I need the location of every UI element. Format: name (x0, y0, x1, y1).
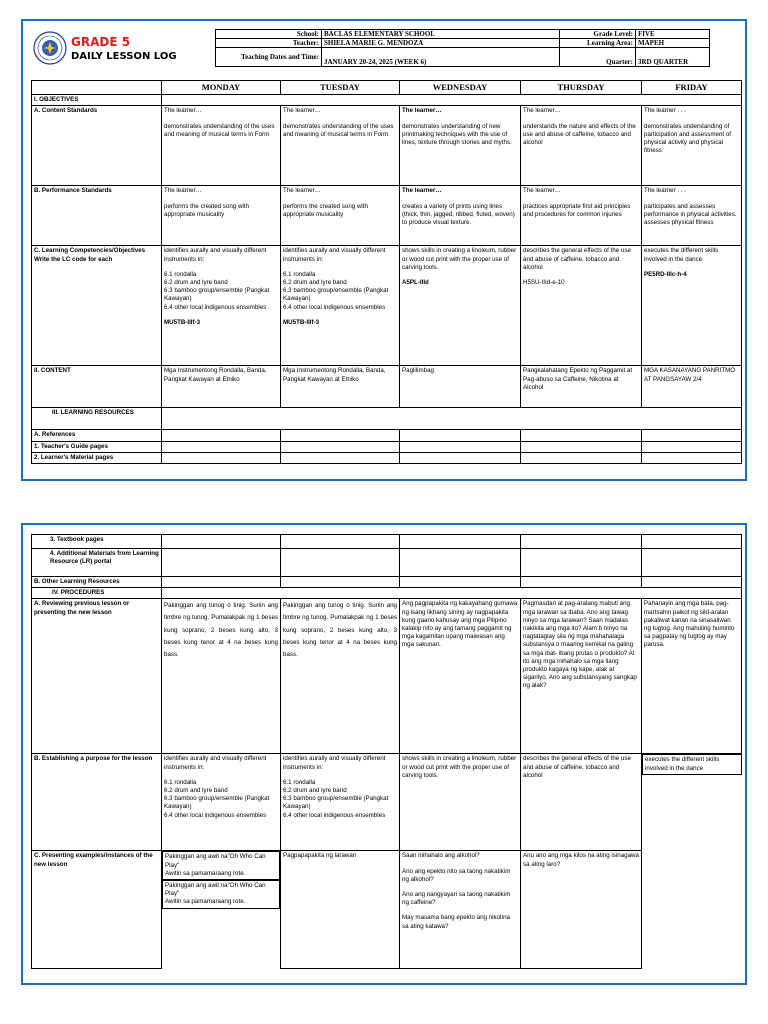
performance-standards-label: B. Performance Standards (32, 186, 162, 246)
review-monday: Pakinggan ang tunog o tinig. Suriin ang timbre ng tunog. Pumalakpak ng 1 beses kung soprano, 2 beses kung alto, 3 beses kung tenor at 4 na beses kung bass. (162, 599, 281, 754)
grade-title: GRADE 5 (71, 35, 131, 49)
content-thursday: Pangkalahatang Epekto ng Paggamit at Pag-abuso sa Caffeine, Nikotina at Alcohol (521, 366, 642, 408)
textbook-pages-label: 3. Textbook pages (32, 535, 162, 549)
quarter-label: Quarter: (560, 48, 636, 67)
competencies-wednesday: shows skills in creating a linoleum, rubber or wood cut print with the proper use of carving tools. A5PL-IIId (400, 246, 521, 366)
content-standards-label: A. Content Standards (32, 106, 162, 186)
content-standards-wednesday: The learner… demonstrates understanding of new printmaking techniques with the use of lines, texture through stories and myths. (400, 106, 521, 186)
other-resources-label: B. Other Learning Resources (32, 577, 162, 588)
content-tuesday: Mga Instrumentong Rondalla, Banda, Pangkat Kawayan at Etniko (281, 366, 400, 408)
log-title: DAILY LESSON LOG (71, 51, 177, 62)
performance-standards-thursday: The learner… practices appropriate first aid principles and procedures for common injuries (521, 186, 642, 246)
purpose-thursday: describes the general effects of the use and abuse of caffeine, tobacco and alcohol (521, 754, 642, 851)
references-label: A. References (32, 430, 162, 441)
dates-value: JANUARY 20-24, 2025 (WEEK 6) (322, 48, 560, 67)
performance-standards-friday: The learner . . . participates and assesses performance in physical activities. assesses physical fitness (642, 186, 742, 246)
competencies-tuesday: identifies aurally and visually different instruments in: 6.1 rondalla 6.2 drum and lyre band 6.3 bamboo group/ensemble (Pangkat Kawayan) 6.4 other local indigenous ensembles MU5TB-IIIf-3 (281, 246, 400, 366)
corner-cell (32, 81, 162, 95)
content-monday: Mga Instrumentong Rondalla, Banda, Pangkat Kawayan at Etniko (162, 366, 281, 408)
tg-pages-label: 1. Teacher's Guide pages (32, 441, 162, 452)
header (33, 29, 737, 69)
review-tuesday: Pakinggan ang tunog o tinig. Suriin ang timbre ng tunog. Pumalakpak ng 1 beses kung soprano, 2 beses kung alto, 3 beses kung tenor at 4 na beses kung bass. (281, 599, 400, 754)
lesson-table-bottom (31, 534, 742, 969)
competencies-thursday: describes the general effects of the use and abuse of caffeine, tobacco and alcohol H5SU-IIId-e-10 (521, 246, 642, 366)
content-standards-friday: The learner . . . demonstrates understanding of participation and assessment of physical activity and physical fitness (642, 106, 742, 186)
content-label: II. CONTENT (32, 366, 162, 408)
lm-pages-label: 2. Learner's Material pages (32, 452, 162, 463)
competencies-monday: identifies aurally and visually different instruments in: 6.1 rondalla 6.2 drum and lyre band 6.3 bamboo group/ensemble (Pangkat Kawayan) 6.4 other local indigenous ensembles MU5TB-IIIf-3 (162, 246, 281, 366)
presenting-friday: Anu ano ang mga kilos na ating isinagawa sa ating laro? (521, 851, 642, 969)
purpose-tuesday: identifies aurally and visually different instruments in: 6.1 rondalla 6.2 drum and lyre band 6.3 bamboo group/ensemble (Pangkat Kawayan) 6.4 other local indigenous ensembles (281, 754, 400, 851)
grade-level-value: FIVE (636, 30, 710, 39)
day-header-thursday: THURSDAY (521, 81, 642, 95)
grade-level-label: Grade Level: (560, 30, 636, 39)
area-label: Learning Area: (560, 39, 636, 48)
objectives-heading: I. OBJECTIVES (32, 95, 162, 106)
content-wednesday: Paglilimbag (400, 366, 521, 408)
presenting-wednesday: Pagpapapakita ng larawan (281, 851, 400, 969)
day-header-wednesday: WEDNESDAY (400, 81, 521, 95)
lesson-log-page-1 (21, 19, 747, 481)
objectives-span (162, 95, 742, 106)
procedures-heading: IV. PROCEDURES (32, 588, 162, 599)
deped-seal-icon (33, 31, 67, 65)
purpose-friday: executes the different skills involved in the dance (642, 754, 742, 774)
quarter-value: 3RD QUARTER (636, 48, 710, 67)
school-value: BACLAS ELEMENTARY SCHOOL (322, 30, 560, 39)
purpose-wednesday: shows skills in creating a linoleum, rubber or wood cut print with the proper use of carving tools. (400, 754, 521, 851)
dates-label: Teaching Dates and Time: (216, 48, 322, 67)
content-friday: MGA KASANAYANG PANRITMO AT PANGSAYAW 2/4 (642, 366, 742, 408)
purpose-monday: identifies aurally and visually different instruments in: 6.1 rondalla 6.2 drum and lyre band 6.3 bamboo group/ensemble (Pangkat Kawayan) 6.4 other local indigenous ensembles (162, 754, 281, 851)
presenting-tuesday: Pakinggan ang awit na"Oh Who Can Play" Awitin sa pamamaraang rote. (162, 880, 280, 909)
learning-resources-heading: III. LEARNING RESOURCES (32, 408, 162, 430)
lesson-log-page-2 (21, 523, 747, 985)
teacher-label: Teacher: (216, 39, 322, 48)
teacher-value: SHIELA MARIE G. MENDOZA (322, 39, 560, 48)
learning-resources-span (162, 408, 742, 430)
day-header-tuesday: TUESDAY (281, 81, 400, 95)
presenting-label: C. Presenting examples/instances of the new lesson (32, 851, 162, 969)
school-label: School: (216, 30, 322, 39)
procedures-span (162, 588, 742, 599)
day-header-monday: MONDAY (162, 81, 281, 95)
performance-standards-wednesday: The learner… creates a variety of prints using lines (thick, thin, jagged, ribbed, fluted, woven) to produce visual texture. (400, 186, 521, 246)
purpose-label: B. Establishing a purpose for the lesson (32, 754, 162, 851)
info-table (215, 29, 710, 67)
content-standards-tuesday: The learner… demonstrates understanding of the uses and meaning of musical terms in Form (281, 106, 400, 186)
additional-materials-label: 4. Additional Materials from Learning Resource (LR) portal (32, 549, 162, 577)
review-thursday: Pagmasdan at pag-aralang mabuti ang mga larawan sa ibaba. Ano ang tawag ninyo sa mga larawan? Saan madalas nakikita ang mga ito? Alam b ninyo na nagtataglay sila ng mga mahahalaga substansya o maaring kemikal na galing sa mga ibat- ibang prutas o produkto? At ito ang mga inihahalo sa mga ilang produkto kagaya ng kape, alak at sigarilyo. Ano ang substansyang sangkap ng alak? (521, 599, 642, 754)
area-value: MAPEH (636, 39, 710, 48)
review-label: A. Reviewing previous lesson or presenting the new lesson (32, 599, 162, 754)
review-wednesday: Ang pagpapakita ng kakayahang gumawa ng isang likhang sining ay nagpapakita kung gaano kahusay ang mga Pilipino kalakip nito ay ang tamang paggamit ng mga kagamitan upang maiwasan ang mga sakunan. (400, 599, 521, 754)
day-header-friday: FRIDAY (642, 81, 742, 95)
lesson-table-top (31, 80, 742, 464)
performance-standards-tuesday: The learner… performs the created song with appropriate musicality (281, 186, 400, 246)
performance-standards-monday: The learner… performs the created song with appropriate musicality (162, 186, 281, 246)
content-standards-monday: The learner… demonstrates understanding of the uses and meaning of musical terms in Form (162, 106, 281, 186)
presenting-monday: Pakinggan ang awit na"Oh Who Can Play" Awitin sa pamamaraang rote. (162, 851, 280, 880)
competencies-friday: executes the different skills involved in the dance PE5RD-IIIc-h-4 (642, 246, 742, 366)
competencies-label: C. Learning Competencies/Objectives Write the LC code for each (32, 246, 162, 366)
content-standards-thursday: The learner… understands the nature and effects of the use and abuse of caffeine, tobacco and alcohol (521, 106, 642, 186)
presenting-thursday: Saan inihahalo ang alkohol? Ano ang epekto nito sa taong nakatikim ng alkohol? Ano ang nangyayari sa taong nakatikim ng caffeine? May masama bang epekto ang nikotina sa ating katawa? (400, 851, 521, 969)
review-friday: Pahanayin ang mga bata, pag-martsahin paikot ng sild-aralan pakaliwat kanan na sinasaliwan ng tugtog. Ang mahuling huminto sa pagpatay ng tugtog ay may parusa. (642, 599, 742, 754)
